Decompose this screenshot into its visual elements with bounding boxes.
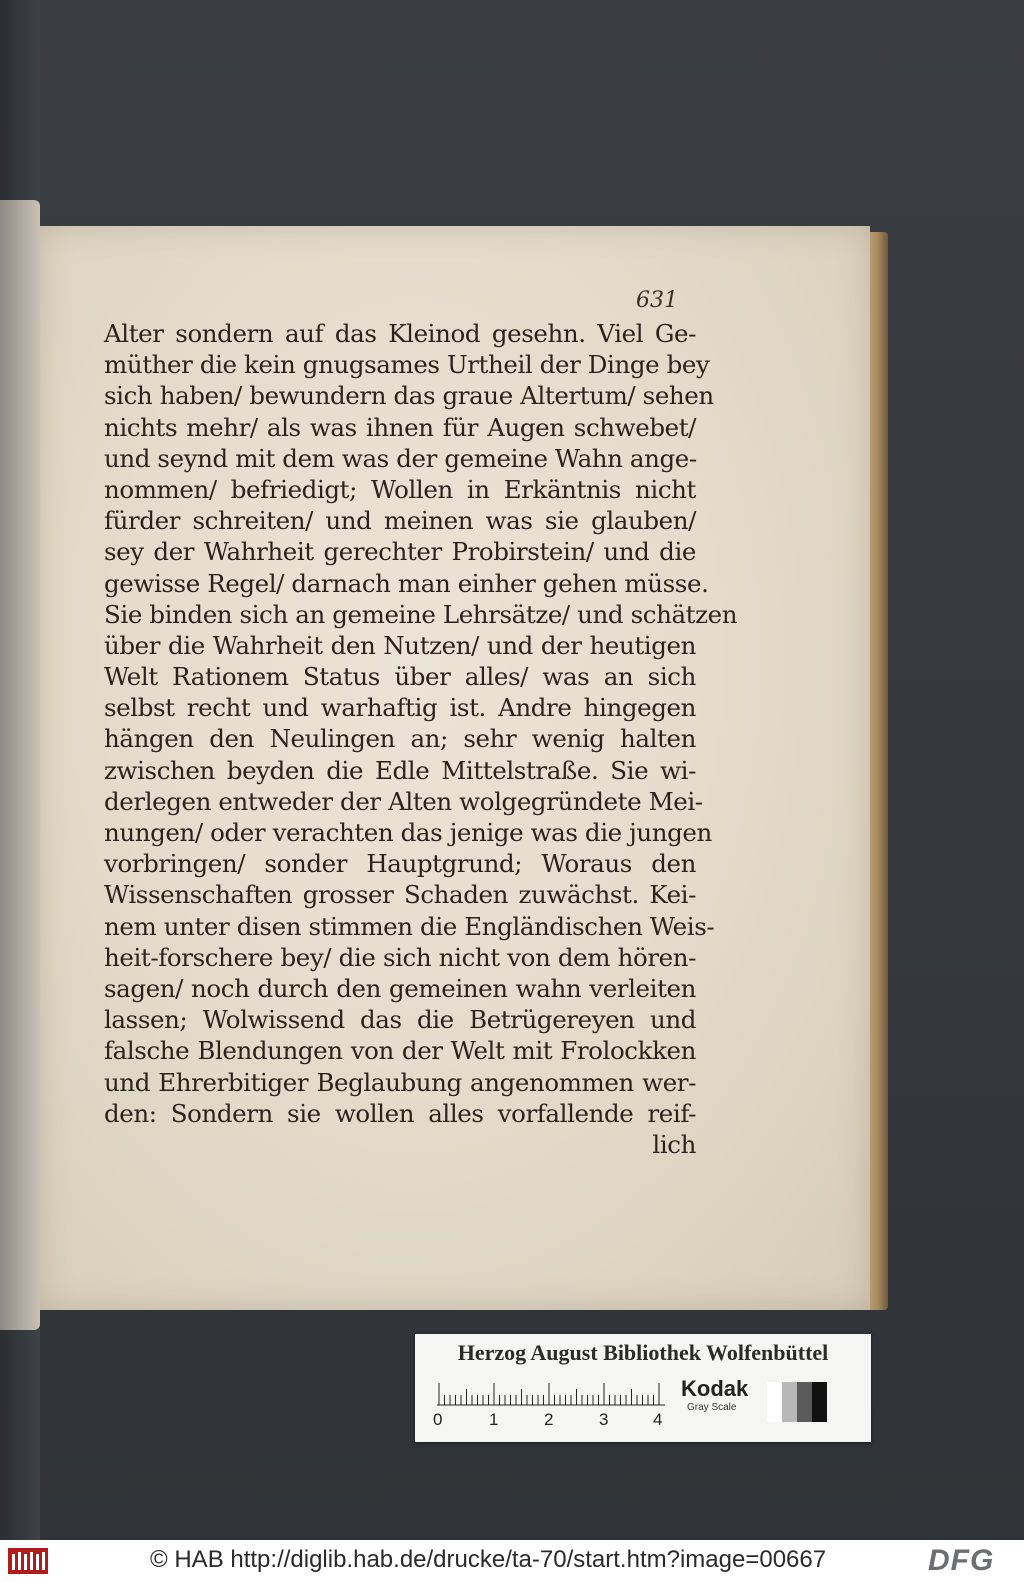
text-line: Welt Rationem Status über alles/ was an sich	[104, 662, 696, 692]
text-line: nommen/ befriedigt; Wollen in Erkäntnis nicht	[104, 474, 696, 504]
footer-bar	[0, 1540, 1024, 1582]
copyright-url[interactable]: © HAB http://diglib.hab.de/drucke/ta-70/start.htm?image=00667	[150, 1546, 827, 1573]
ruler-number: 4	[653, 1410, 663, 1429]
text-line: nichts mehr/ als was ihnen für Augen schwebet/	[104, 412, 696, 442]
kodak-logo: Kodak	[681, 1376, 749, 1401]
ruler-number: 3	[599, 1410, 609, 1429]
text-line: über die Wahrheit den Nutzen/ und der heutigen	[104, 630, 696, 660]
ruler-scale	[437, 1378, 665, 1406]
text-line: vorbringen/ sonder Hauptgrund; Woraus den	[104, 849, 696, 879]
text-line: Sie binden sich an gemeine Lehrsätze/ und schätzen	[104, 599, 738, 629]
text-line: sey der Wahrheit gerechter Probirstein/ und die	[104, 537, 696, 567]
gray-patch	[767, 1382, 782, 1422]
text-line: hängen den Neulingen an; sehr wenig halten	[104, 724, 696, 754]
dfg-logo: DFG	[928, 1544, 995, 1577]
ruler-number: 2	[544, 1410, 554, 1429]
text-line: und seynd mit dem was der gemeine Wahn ange-	[104, 443, 697, 473]
text-line: falsche Blendungen von der Welt mit Frolockken	[104, 1036, 696, 1066]
catchword: lich	[652, 1129, 696, 1159]
text-line: lassen; Wolwissend das die Betrügereyen und	[104, 1005, 696, 1035]
text-line: derlegen entweder der Alten wolgegründete Mei-	[104, 786, 703, 816]
hab-logo-icon	[8, 1548, 48, 1574]
text-line: heit-forschere bey/ die sich nicht von dem hören-	[104, 942, 696, 972]
text-line: müther die kein gnugsames Urtheil der Dinge bey	[104, 350, 710, 380]
text-line: Alter sondern auf das Kleinod gesehn. Viel Ge-	[104, 319, 696, 348]
text-line: fürder schreiten/ und meinen was sie glauben/	[104, 506, 696, 536]
kodak-subtitle: Gray Scale	[687, 1402, 737, 1413]
gray-patch	[782, 1382, 797, 1422]
library-color-card	[415, 1334, 871, 1442]
gray-scale-patches	[767, 1382, 827, 1422]
gray-patch	[797, 1382, 812, 1422]
text-line: sagen/ noch durch den gemeinen wahn verleiten	[104, 973, 696, 1003]
page-text	[104, 318, 738, 1160]
text-line: nem unter disen stimmen die Engländischen Weis-	[104, 911, 715, 941]
ruler-numbers	[431, 1410, 691, 1434]
page-number: 631	[636, 288, 678, 313]
text-line: zwischen beyden die Edle Mittelstraße. Sie wi-	[104, 755, 696, 785]
previous-page-edge	[0, 200, 40, 1330]
ruler-number: 1	[489, 1410, 499, 1429]
text-line: sich haben/ bewundern das graue Altertum/ sehen	[104, 381, 714, 411]
ruler-number: 0	[433, 1410, 443, 1429]
text-line: und Ehrerbitiger Beglaubung angenommen wer-	[104, 1067, 696, 1097]
text-line: Wissenschaften grosser Schaden zuwächst. Kei-	[104, 880, 696, 910]
text-line: nungen/ oder verachten das jenige was die jungen	[104, 818, 712, 847]
library-name: Herzog August Bibliothek Wolfenbüttel	[457, 1340, 829, 1365]
gray-patch	[812, 1382, 827, 1422]
text-line: den: Sondern sie wollen alles vorfallende reif-	[104, 1098, 696, 1128]
text-line: gewisse Regel/ darnach man einher gehen müsse.	[104, 568, 709, 598]
text-line: selbst recht und warhaftig ist. Andre hingegen	[104, 693, 696, 723]
